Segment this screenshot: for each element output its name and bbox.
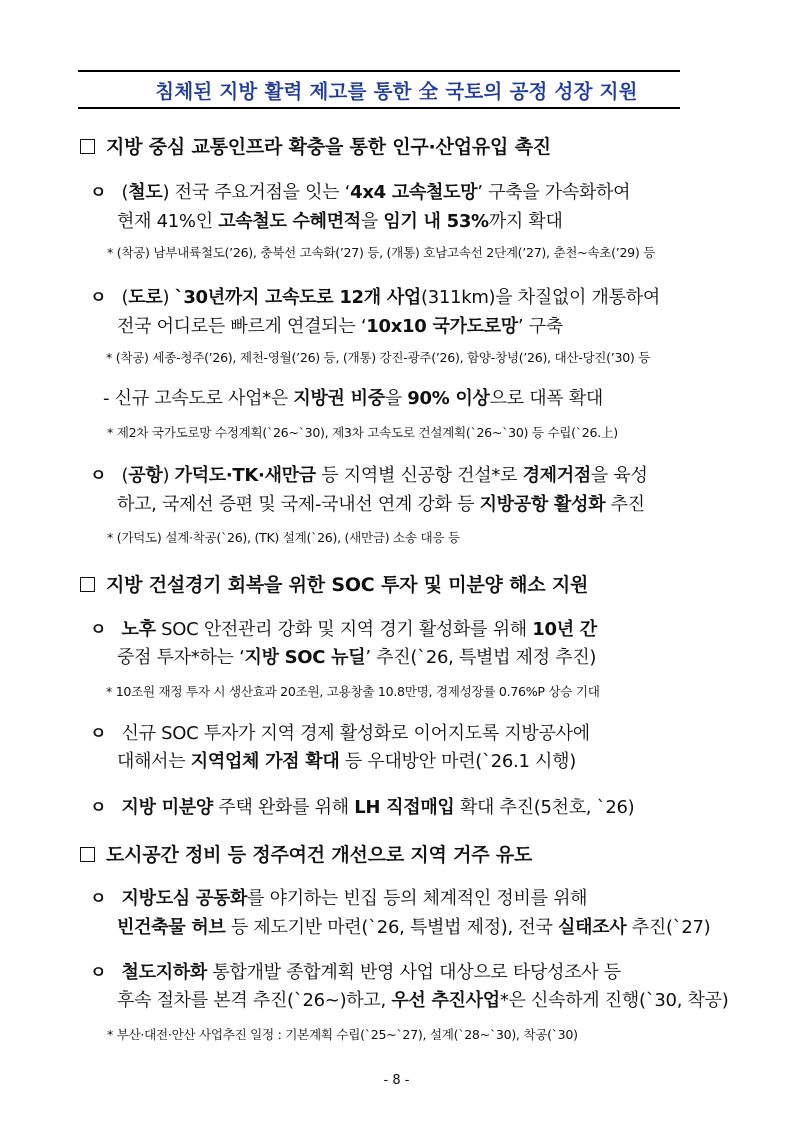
footnote: * (가덕도) 설계·착공(`26), (TK) 설계(`26), (새만금) 소송 대응 등 xyxy=(107,530,460,545)
list-item: ㅇ (도로) `30년까지 고속도로 12개 사업(311km)을 차질없이 개통하여 xyxy=(90,287,660,308)
square-bullet-icon xyxy=(80,847,95,862)
section-heading: 도시공간 정비 등 정주여건 개선으로 지역 거주 유도 xyxy=(80,840,532,867)
list-item: ㅇ 노후 SOC 안전관리 강화 및 지역 경기 활성화를 위해 10년 간 xyxy=(90,619,597,640)
list-item-continuation: 하고, 국제선 증편 및 국제-국내선 연계 강화 등 지방공항 활성화 추진 xyxy=(117,494,645,515)
page-title: 침체된 지방 활력 제고를 통한 全 국토의 공정 성장 지원 xyxy=(155,80,638,103)
page-number: - 8 - xyxy=(383,1073,410,1088)
bullet-icon: ㅇ xyxy=(90,963,107,983)
bullet-icon: ㅇ xyxy=(90,620,107,640)
footnote: * 10조원 재정 투자 시 생산효과 20조원, 고용창출 10.8만명, 경제성장률 0.76%P 상승 기대 xyxy=(106,684,600,699)
list-item: ㅇ (공항) 가덕도·TK·새만금 등 지역별 신공항 건설*로 경제거점을 육성 xyxy=(90,465,648,486)
square-bullet-icon xyxy=(80,577,95,592)
sub-item: - 신규 고속도로 사업*은 지방권 비중을 90% 이상으로 대폭 확대 xyxy=(103,388,603,409)
footnote: * (착공) 남부내륙철도(’26), 충북선 고속화(’27) 등, (개통) 호남고속선 2단계(’27), 춘천~속초(’29) 등 xyxy=(107,245,656,260)
list-item-continuation: 현재 41%인 고속철도 수혜면적을 임기 내 53%까지 확대 xyxy=(117,211,563,232)
footnote: * 부산·대전·안산 사업추진 일정 : 기본계획 수립(`25~`27), 설계(`28~`30), 착공(`30) xyxy=(107,1027,578,1042)
list-item-continuation: 중점 투자*하는 ‘지방 SOC 뉴딜’ 추진(`26, 특별법 제정 추진) xyxy=(117,647,597,668)
bullet-icon: ㅇ xyxy=(90,288,107,308)
header-rule-bottom xyxy=(78,107,680,109)
list-item: ㅇ 신규 SOC 투자가 지역 경제 활성화로 이어지도록 지방공사에 xyxy=(90,723,590,744)
section-heading: 지방 중심 교통인프라 확충을 통한 인구·산업유입 촉진 xyxy=(80,132,551,159)
list-item: ㅇ 철도지하화 통합개발 종합계획 반영 사업 대상으로 타당성조사 등 xyxy=(90,962,621,983)
header-rule-top xyxy=(78,70,680,72)
list-item-continuation: 후속 절차를 본격 추진(`26~)하고, 우선 추진사업*은 신속하게 진행(`30, 착공) xyxy=(117,990,729,1011)
footnote: * (착공) 세종-청주(’26), 제천-영월(’26) 등, (개통) 강진-광주(’26), 함양-창녕(’26), 대산-당진(’30) 등 xyxy=(106,350,651,365)
bullet-icon: ㅇ xyxy=(90,724,107,744)
list-item: ㅇ (철도) 전국 주요거점을 잇는 ‘4x4 고속철도망’ 구축을 가속화하여 xyxy=(90,182,631,203)
list-item-continuation: 대해서는 지역업체 가점 확대 등 우대방안 마련(`26.1 시행) xyxy=(117,751,576,772)
bullet-icon: ㅇ xyxy=(90,889,107,909)
list-item: ㅇ 지방 미분양 주택 완화를 위해 LH 직접매입 확대 추진(5천호, `26) xyxy=(90,797,635,818)
bullet-icon: ㅇ xyxy=(90,798,107,818)
bullet-icon: ㅇ xyxy=(90,466,107,486)
bullet-icon: ㅇ xyxy=(90,183,107,203)
footnote: * 제2차 국가도로망 수정계획(`26~`30), 제3차 고속도로 건설계획(`26~`30) 등 수립(`26.上) xyxy=(107,425,618,440)
list-item: ㅇ 지방도심 공동화를 야기하는 빈집 등의 체계적인 정비를 위해 xyxy=(90,888,588,909)
square-bullet-icon xyxy=(80,139,95,154)
list-item-continuation: 빈건축물 허브 등 제도기반 마련(`26, 특별법 제정), 전국 실태조사 추진(`27) xyxy=(117,917,711,938)
list-item-continuation: 전국 어디로든 빠르게 연결되는 ‘10x10 국가도로망’ 구축 xyxy=(117,316,563,337)
section-heading: 지방 건설경기 회복을 위한 SOC 투자 및 미분양 해소 지원 xyxy=(80,570,588,597)
